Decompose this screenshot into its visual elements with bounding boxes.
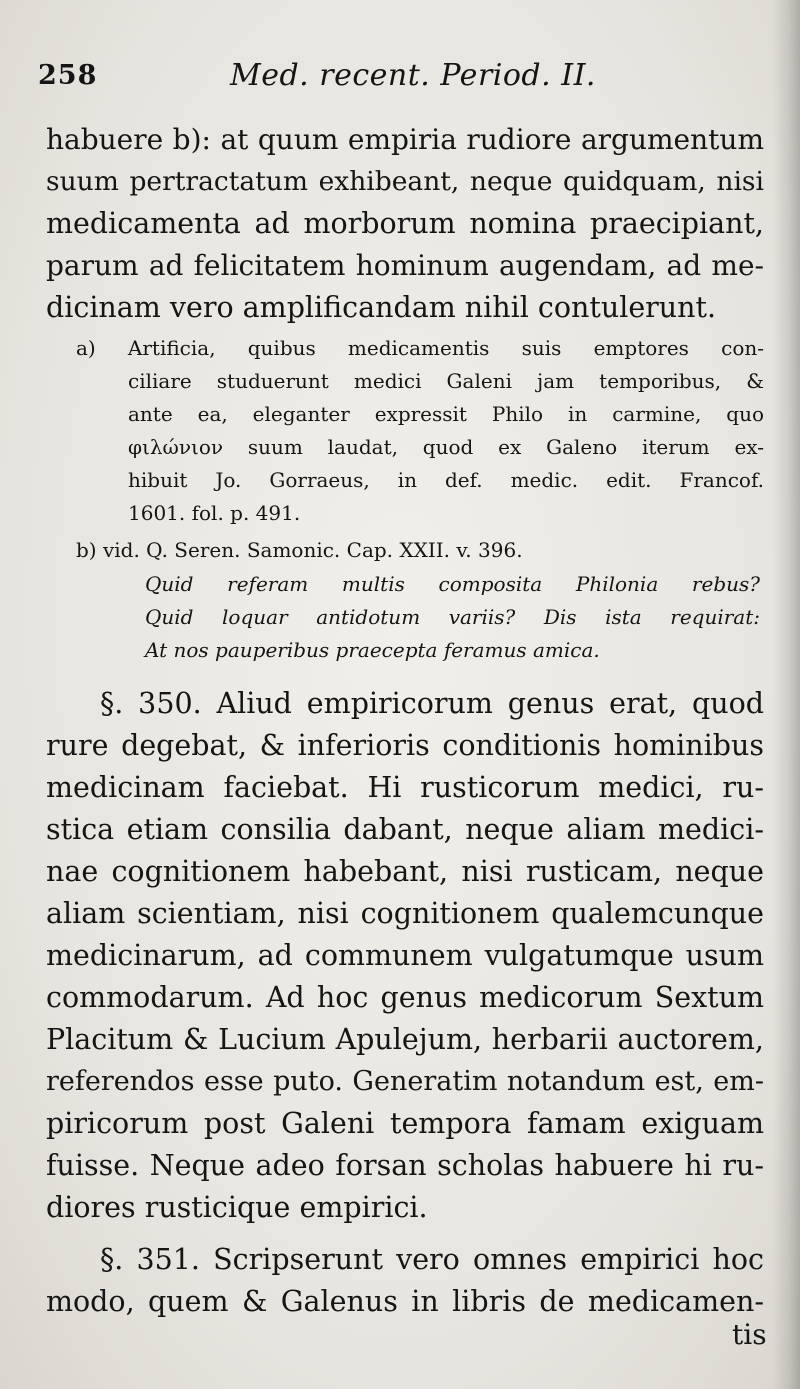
- text-line: medicamenta ad morborum nomina praecipiant,: [46, 207, 764, 240]
- text-line: §. 350. Aliud empiricorum genus erat, quod: [100, 687, 764, 720]
- footnote-line: a) Artificia, quibus medicamentis suis emptores con-: [76, 336, 764, 360]
- text-line: suum pertractatum exhibeant, neque quidquam, nisi: [46, 166, 764, 197]
- text-line: Placitum & Lucium Apulejum, herbarii auctorem,: [46, 1023, 764, 1056]
- text-line: commodarum. Ad hoc genus medicorum Sextum: [46, 981, 764, 1014]
- text-line: medicinarum, ad communem vulgatumque usum: [46, 939, 764, 972]
- verse-line: Quid referam multis composita Philonia rebus?: [145, 572, 760, 596]
- text-line: nae cognitionem habebant, nisi rusticam, neque: [46, 855, 764, 888]
- footnote-line: b) vid. Q. Seren. Samonic. Cap. XXII. v. 396.: [76, 538, 523, 562]
- text-line: medicinam faciebat. Hi rusticorum medici, ru-: [46, 771, 764, 804]
- text-line: stica etiam consilia dabant, neque aliam medici-: [46, 813, 764, 846]
- text-line: dicinam vero amplificandam nihil contulerunt.: [46, 291, 717, 324]
- text-line: referendos esse puto. Generatim notandum est, em-: [46, 1066, 764, 1097]
- text-line: piricorum post Galeni tempora famam exiguam: [46, 1107, 764, 1140]
- catchword: tis: [732, 1318, 767, 1351]
- footnote-line: ante ea, eleganter expressit Philo in carmine, quo: [128, 402, 764, 426]
- text-line: parum ad felicitatem hominum augendam, ad me-: [46, 249, 764, 282]
- text-line: aliam scientiam, nisi cognitionem qualemcunque: [46, 897, 764, 930]
- page-number: 258: [38, 60, 98, 91]
- text-line: §. 351. Scripserunt vero omnes empirici hoc: [100, 1243, 764, 1276]
- text-line: diores rusticique empirici.: [46, 1191, 428, 1224]
- page-edge-shadow: [772, 0, 800, 1389]
- footnote-line: ciliare studuerunt medici Galeni jam temporibus, &: [128, 369, 764, 393]
- running-title: Med. recent. Period. II.: [230, 58, 596, 93]
- verse-line: Quid loquar antidotum variis? Dis ista requirat:: [145, 605, 760, 629]
- text-line: rure degebat, & inferioris conditionis hominibus: [46, 729, 764, 762]
- text-line: habuere b): at quum empiria rudiore argumentum: [46, 123, 764, 156]
- verse-line: At nos pauperibus praecepta feramus amica.: [145, 638, 600, 662]
- text-line: fuisse. Neque adeo forsan scholas habuere hi ru-: [46, 1149, 764, 1182]
- footnote-line: φιλώνιον suum laudat, quod ex Galeno iterum ex-: [128, 435, 764, 459]
- footnote-line: 1601. fol. p. 491.: [128, 501, 301, 525]
- page-header: [38, 60, 758, 100]
- footnote-line: hibuit Jo. Gorraeus, in def. medic. edit. Francof.: [128, 468, 764, 492]
- text-line: modo, quem & Galenus in libris de medicamen-: [46, 1285, 764, 1318]
